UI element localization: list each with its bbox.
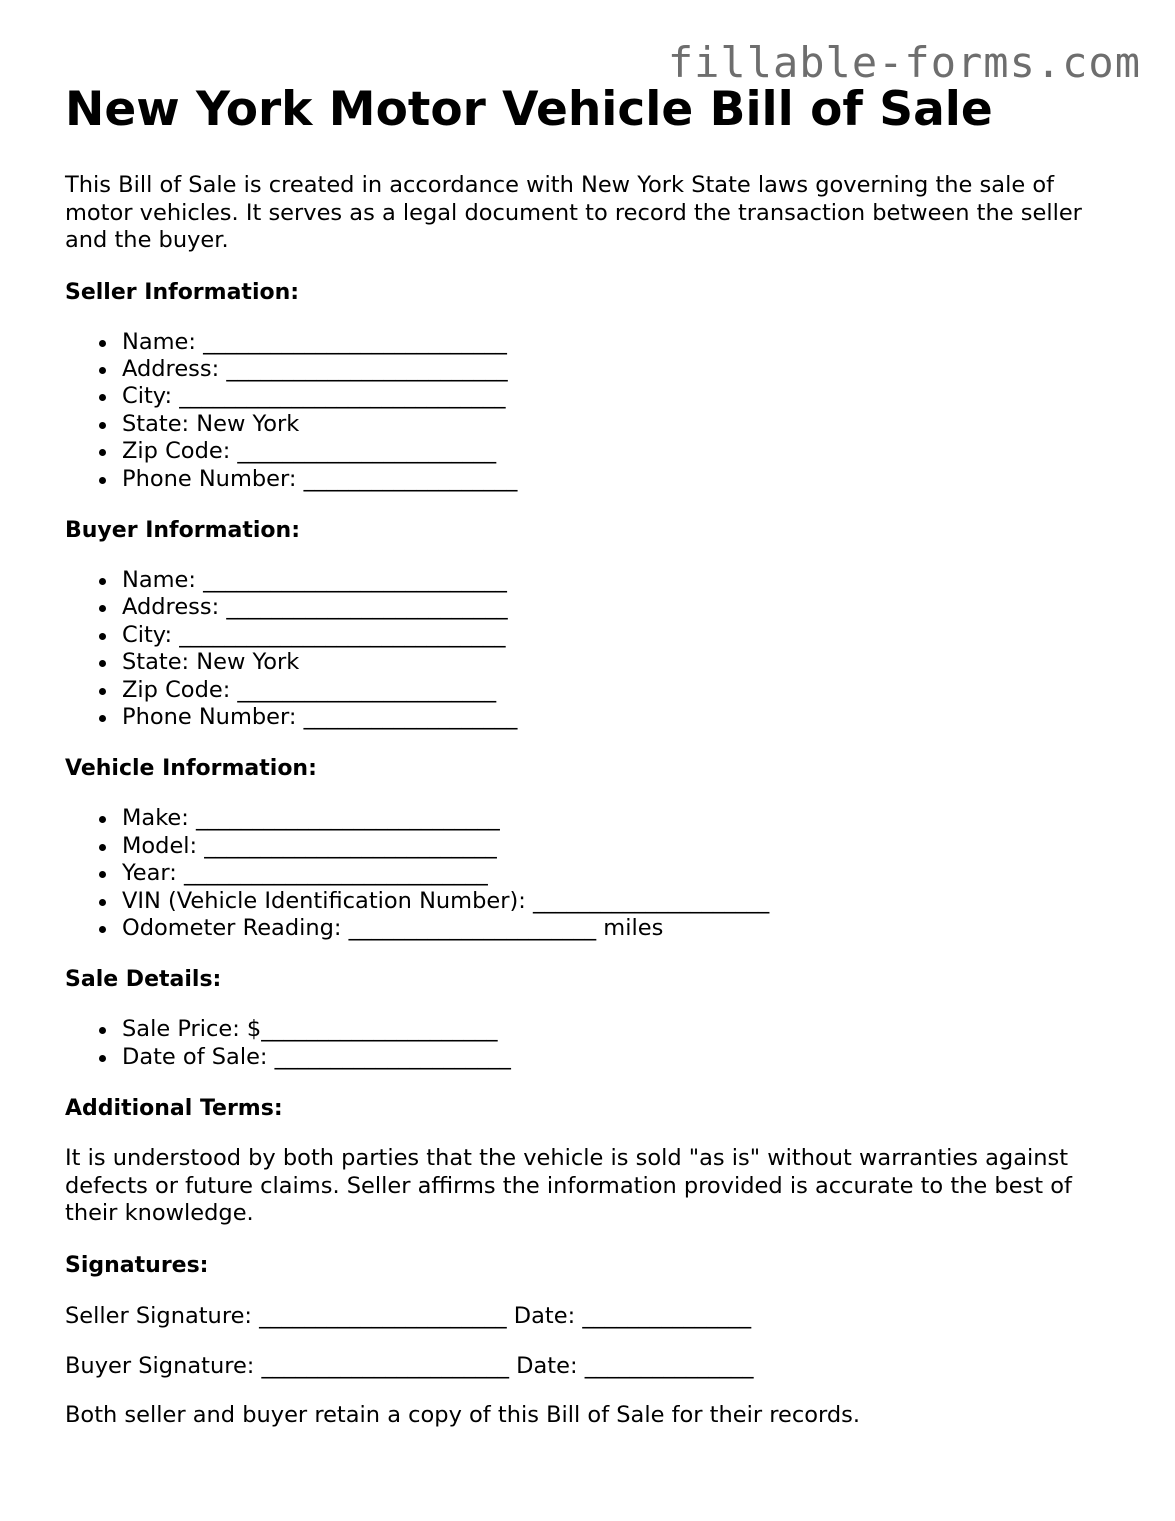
page-title: New York Motor Vehicle Bill of Sale [65,82,993,137]
buyer-name-field[interactable]: Name: ___________________________ [122,567,1125,594]
seller-phone-field[interactable]: Phone Number: ___________________ [122,466,1125,493]
sale-date-field[interactable]: Date of Sale: _____________________ [122,1044,1125,1071]
document-body [65,82,1125,1429]
buyer-heading: Buyer Information: [65,517,300,543]
vehicle-heading: Vehicle Information: [65,756,317,782]
closing-paragraph: Both seller and buyer retain a copy of this Bill of Sale for their records. [65,1401,860,1428]
sale-heading: Sale Details: [65,967,222,993]
vehicle-model-field[interactable]: Model: __________________________ [122,833,1125,860]
vehicle-odometer-field[interactable]: Odometer Reading: ______________________ miles [122,915,1125,942]
vehicle-list [65,805,1125,942]
sale-list [65,1016,1125,1071]
buyer-address-field[interactable]: Address: _________________________ [122,594,1125,621]
seller-city-field[interactable]: City: _____________________________ [122,383,1125,410]
watermark: fillable-forms.com [667,38,1141,87]
sale-price-field[interactable]: Sale Price: $_____________________ [122,1016,1125,1043]
seller-heading: Seller Information: [65,279,300,305]
seller-zip-field[interactable]: Zip Code: _______________________ [122,438,1125,465]
intro-paragraph: This Bill of Sale is created in accordance with New York State laws governing the sale of motor vehicles. It serves as a legal document to record the transaction between the seller and the buyer. [65,172,1082,253]
signatures-heading: Signatures: [65,1252,209,1278]
vehicle-vin-field[interactable]: VIN (Vehicle Identification Number): _____________________ [122,888,1125,915]
vehicle-make-field[interactable]: Make: ___________________________ [122,805,1125,832]
terms-paragraph: It is understood by both parties that the vehicle is sold "as is" without warranties against defects or future claims. Seller affirms the information provided is accurate to the best of their knowledge. [65,1145,1072,1227]
vehicle-year-field[interactable]: Year: ___________________________ [122,860,1125,887]
seller-list [65,329,1125,493]
seller-signature-line[interactable]: Seller Signature: ______________________ Date: _______________ [65,1302,752,1329]
buyer-signature-line[interactable]: Buyer Signature: ______________________ Date: _______________ [65,1352,754,1379]
buyer-list [65,567,1125,731]
buyer-zip-field[interactable]: Zip Code: _______________________ [122,677,1125,704]
buyer-state-field: State: New York [122,649,1125,676]
seller-name-field[interactable]: Name: ___________________________ [122,329,1125,356]
seller-state-field: State: New York [122,411,1125,438]
buyer-city-field[interactable]: City: _____________________________ [122,622,1125,649]
buyer-phone-field[interactable]: Phone Number: ___________________ [122,704,1125,731]
seller-address-field[interactable]: Address: _________________________ [122,356,1125,383]
terms-heading: Additional Terms: [65,1096,283,1122]
